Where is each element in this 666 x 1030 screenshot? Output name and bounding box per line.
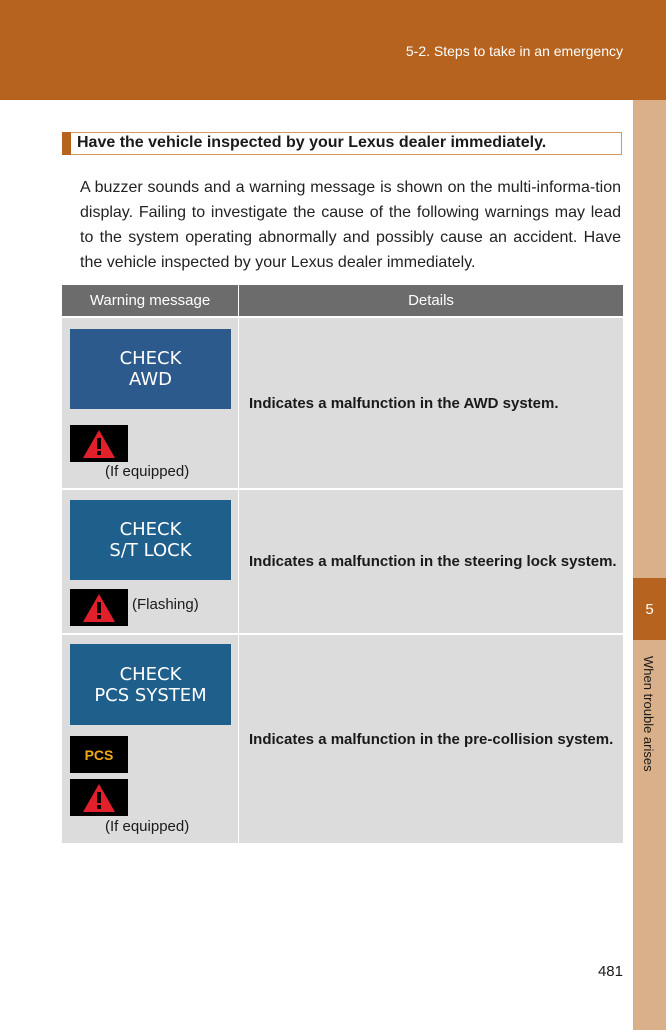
screen-line: CHECK (119, 663, 182, 685)
section-title: 5-2. Steps to take in an emergency (405, 43, 623, 59)
screen-line: CHECK (119, 519, 182, 540)
table-row (62, 634, 623, 843)
pcs-label: PCS (84, 746, 114, 763)
detail-text: Indicates a malfunction in the AWD system. (249, 394, 559, 412)
column-header-warning: Warning message (62, 285, 239, 317)
display-screen (70, 500, 231, 580)
table-header-row (62, 285, 623, 317)
warning-table (62, 285, 623, 843)
note-text: (If equipped) (105, 463, 190, 480)
screen-line: AWD (129, 369, 172, 390)
page-number: 481 (597, 963, 623, 980)
chapter-label: When trouble arises (641, 656, 656, 772)
note-text: (Flashing) (132, 596, 199, 613)
warning-icon (70, 425, 128, 462)
display-screen (70, 644, 231, 725)
table-row (62, 489, 623, 634)
display-screen (70, 329, 231, 409)
pcs-indicator-icon (70, 736, 128, 773)
screen-line: S/T LOCK (109, 540, 192, 561)
screen-line: PCS SYSTEM (94, 684, 207, 706)
detail-cell (239, 317, 624, 489)
warning-icon (70, 779, 128, 816)
heading-title: Have the vehicle inspected by your Lexus dealer immediately. (77, 134, 547, 151)
table-row (62, 317, 623, 489)
screen-line: CHECK (119, 348, 182, 369)
detail-text: Indicates a malfunction in the steering lock system. (249, 553, 617, 570)
note-text: (If equipped) (105, 818, 190, 835)
column-header-details: Details (239, 285, 624, 317)
warning-cell (62, 634, 239, 843)
warning-icon (70, 589, 128, 626)
intro-paragraph: A buzzer sounds and a warning message is shown on the multi-informa-tion display. Failing to investigate the cause of the following warnings may lead to the system operating abnormally and possibly cause an accident. Have the vehicle inspected by your Lexus dealer immediately. (80, 179, 621, 271)
warning-cell (62, 317, 239, 489)
chapter-number: 5 (633, 578, 666, 640)
heading-accent-bar (62, 132, 71, 155)
detail-text: Indicates a malfunction in the pre-collision system. (249, 730, 614, 748)
section-heading (62, 132, 622, 155)
detail-cell (239, 489, 624, 634)
warning-cell (62, 489, 239, 634)
detail-cell (239, 634, 624, 843)
side-tab (633, 100, 666, 1030)
